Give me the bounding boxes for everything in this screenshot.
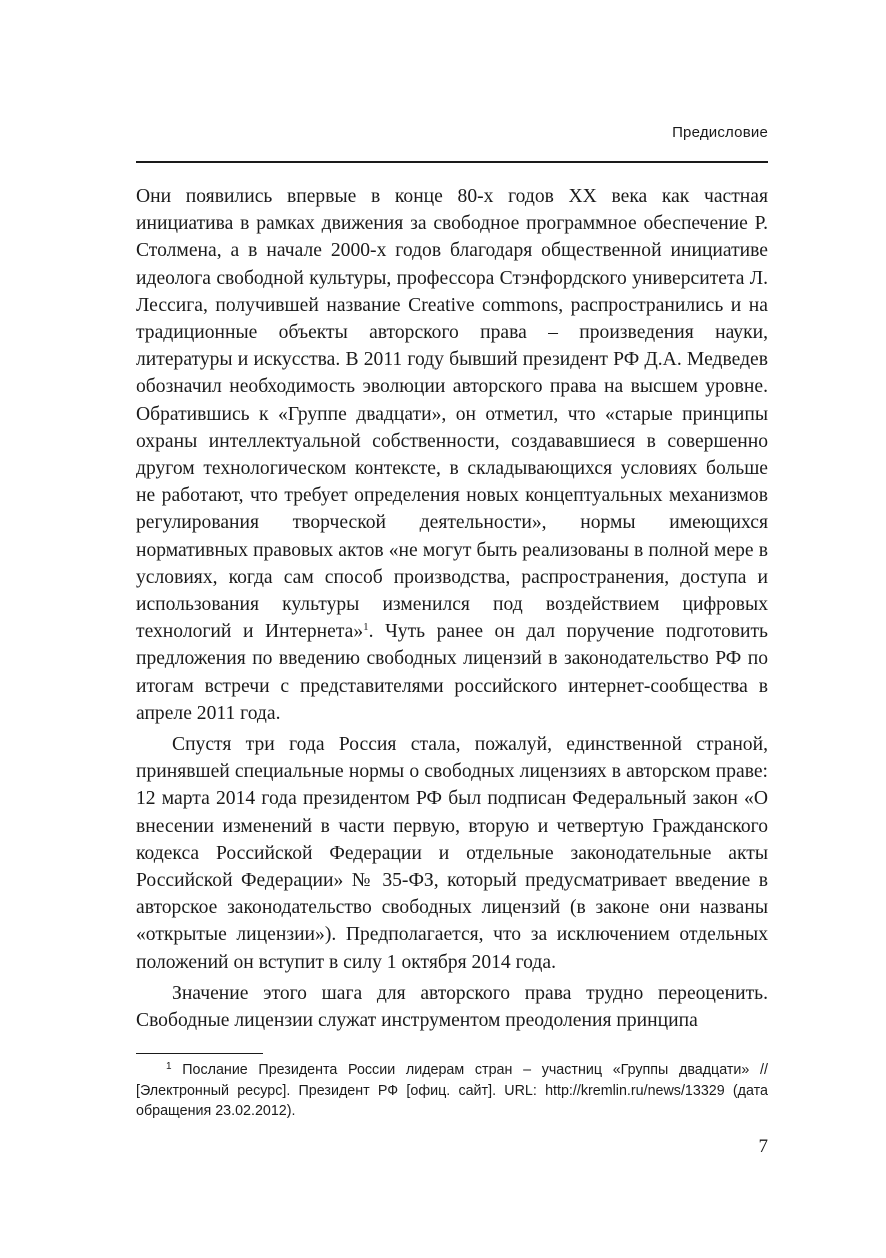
main-text bbox=[136, 183, 768, 1034]
paragraph-1 bbox=[136, 183, 768, 727]
paragraph-2: Спустя три года Россия стала, пожалуй, единственной страной, принявшей специальные нормы о свободных лицензиях в авторском праве: 12 марта 2014 года президентом РФ был подписан Федеральный закон «О внесении изменений в части первую, вторую и четвертую Гражданского кодекса Российской Федерации и отдельные законодательные акты Российской Федерации» № 35-ФЗ, который предусматривает введение в авторское законодательство свободных лицензий (в законе они названы «открытые лицензии»). Предполагается, что за исключением отдельных положений он вступит в силу 1 октября 2014 года. bbox=[136, 734, 768, 973]
paragraph-1-text-continued: . Чуть ранее он дал поручение подготовить предложения по введению свободных лицензий в законодательство РФ по итогам встречи с представителями российского интернет-сообщества в апреле 2011 года. bbox=[136, 621, 768, 724]
footnote-paragraph bbox=[136, 1060, 768, 1122]
footnote-mark: 1 bbox=[166, 1061, 172, 1072]
page-number: 7 bbox=[758, 1136, 768, 1157]
paragraph-1-text: Они появились впервые в конце 80-х годов XX века как частная инициатива в рамках движения за свободное программное обеспечение Р. Столмена, а в начале 2000-х годов благодаря общественной инициативе идеолога свободной культуры, профессора Стэнфордского университета Л. Лессига, получившей название Creative commons, распространились и на традиционные объекты авторского права – произведения науки, литературы и искусства. В 2011 году бывший президент РФ Д.А. Медведев обозначил необходимость эволюции авторского права на высшем уровне. Обратившись к «Группе двадцати», он отметил, что «старые принципы охраны интеллектуальной собственности, создававшиеся в совершенно другом технологическом контексте, в складывающихся условиях больше не работают, что требует определения новых концептуальных механизмов регулирования творческой деятельности», нормы имеющихся нормативных правовых актов «не могут быть реализованы в полной мере в условиях, когда сам способ производства, распространения, доступа и использования культуры изменился под воздействием цифровых технологий и Интернета» bbox=[136, 186, 768, 643]
running-header-title: Предисловие bbox=[672, 124, 768, 141]
header-divider bbox=[136, 161, 768, 163]
footnote bbox=[136, 1060, 768, 1122]
footnote-divider bbox=[136, 1053, 263, 1054]
footnote-text: Послание Президента России лидерам стран – участниц «Группы двадцати» // [Электронный ресурс]. Президент РФ [офиц. сайт]. URL: http://kremlin.ru/news/13329 (дата обращения 23.02.2012). bbox=[136, 1062, 768, 1119]
paragraph-3: Значение этого шага для авторского права трудно переоценить. Свободные лицензии служат инструментом преодоления принципа bbox=[136, 982, 768, 1032]
footnote-reference: 1 bbox=[363, 621, 369, 634]
